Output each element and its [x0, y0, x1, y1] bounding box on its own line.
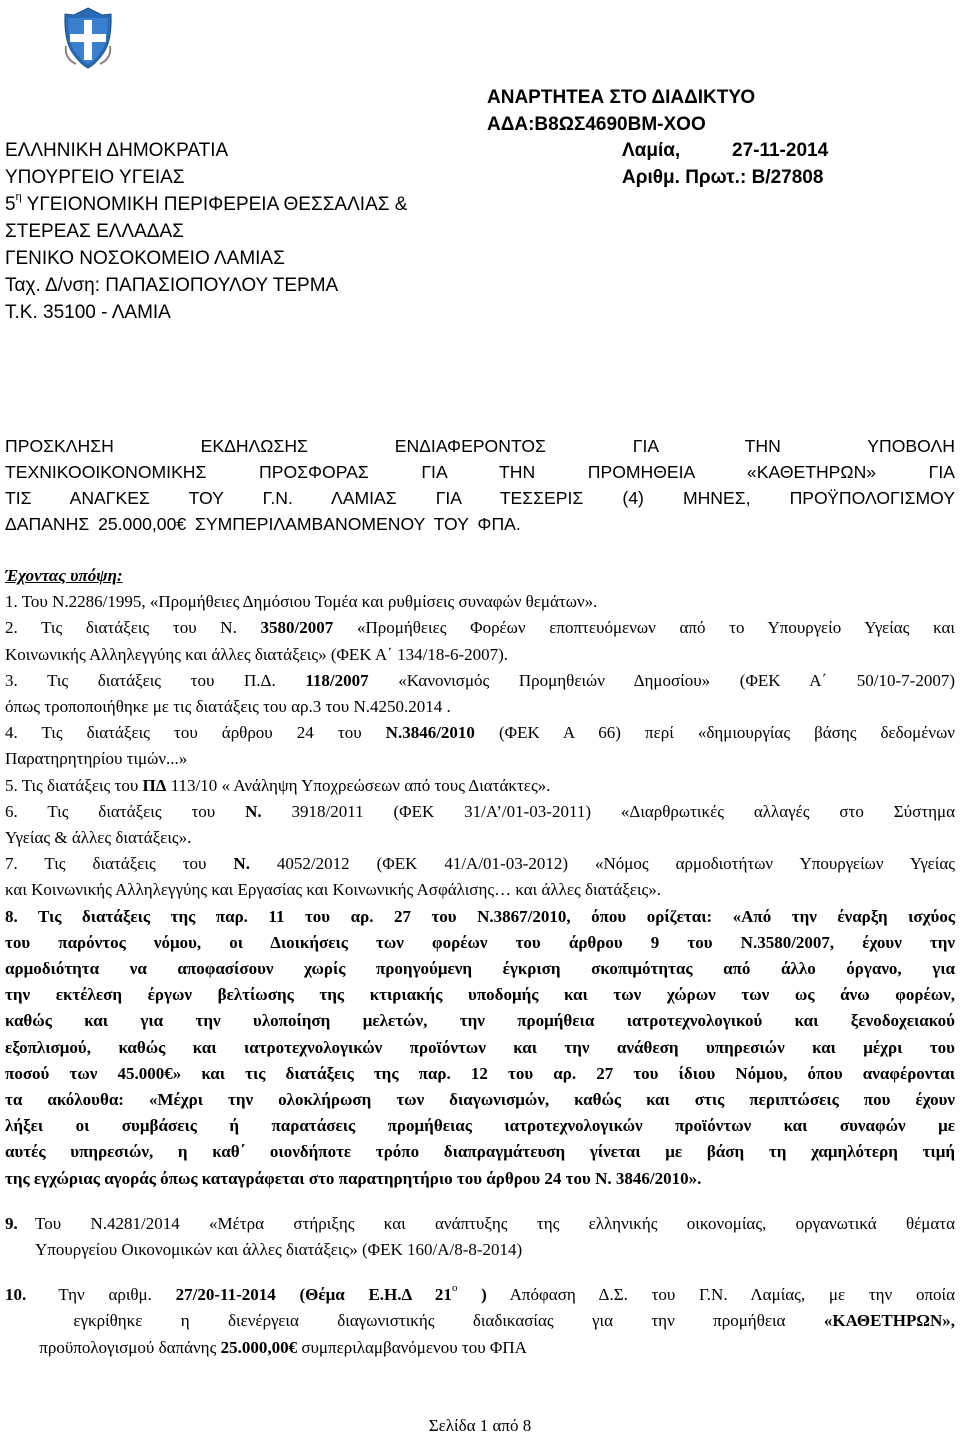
title-line: ΤΙΣ ΑΝΑΓΚΕΣ ΤΟΥ Γ.Ν. ΛΑΜΙΑΣ ΓΙΑ ΤΕΣΣΕΡΙΣ (4) ΜΗΝΕΣ, ΠΡΟΫΠΟΛΟΓΙΣΜΟΥ [5, 488, 955, 508]
page-number: Σελίδα 1 από 8 [428, 1416, 532, 1435]
publication-notice [487, 84, 755, 138]
issuer-line: Τ.Κ. 35100 - ΛΑΜΙΑ [5, 302, 171, 323]
item-10: 10. Την αριθμ. 27/20-11-2014 (Θέμα Ε.Η.Δ $21^o$ ) Απόφαση Δ.Σ. του Γ.Ν. Λαμίας, με την οποία [5, 1282, 956, 1305]
item-8: 8. Τις διατάξεις της παρ. 11 του αρ. 27 του Ν.3867/2010, όπου ορίζεται: «Από την έναρξη ισχύος του παρόντος νόμου, οι Διοικήσεις των φορέων του άρθρου 9 του Ν.3580/2007, έχουν την αρμοδιότητα να αποφασίσουν χωρίς προηγούμενη έγκριση σκοπιμότητας από άλλο όργανο, για την εκτέλεση έργων βελτίωσης της κτιριακής υποδομής και των χώρων των ως άνω φορέων, καθώς και για την υλοποίηση μελετών, την προμήθεια ιατροτεχνολογικού και ξενοδοχειακού εξοπλισμού, καθώς και ιατροτεχνολογικών προϊόντων και την ανάθεση υπηρεσιών και μέχρι του ποσού των 45.000€» και τις διατάξεις της παρ. 12 του αρ. 27 του ίδιου Νόμου, όπου αναφέρονται τα ακόλουθα: «Μέχρι την ολοκλήρωση των διαγωνισμών, καθώς και στις περιπτώσεις που έχουν λήξει οι συμβάσεις ή παρατάσεις προμήθειας ιατροτεχνολογικών προϊόντων και συναφών με αυτές υπηρεσιών, η καθ΄ οιονδήποτε τρόπο διαπραγμάτευση γίνεται με βάση τη χαμηλότερη τιμή της εγχώριας αγοράς όπως καταγράφεται στο παρατηρητήριο του άρθρου 24 του Ν. 3846/2010». [5, 906, 955, 1188]
document-title [5, 433, 955, 537]
considering-heading: Έχοντας υπόψη: [5, 566, 123, 585]
publish-online-label: ΑΝΑΡΤΗΤΕΑ ΣΤΟ ΔΙΑΔΙΚΤΥΟ [487, 87, 756, 108]
item-9: 9. Του Ν.4281/2014 «Μέτρα στήριξης και ανάπτυξης της ελληνικής οικονομίας, οργανωτικά θέματα [5, 1213, 955, 1233]
title-line: ΤΕΧΝΙΚΟΟΙΚΟΝΟΜΙΚΗΣ ΠΡΟΣΦΟΡΑΣ ΓΙΑ ΤΗΝ ΠΡΟΜΗΘΕΙΑ «ΚΑΘΕΤΗΡΩΝ» ΓΙΑ [5, 462, 955, 482]
region-number: 5 [5, 194, 16, 215]
item-6: 6. Τις διατάξεις του Ν. 3918/2011 (ΦΕΚ 31/Α’/01-03-2011) «Διαρθρωτικές αλλαγές στο Σύστημα [5, 801, 955, 821]
item-2: 2. Τις διατάξεις του Ν. 3580/2007 «Προμήθειες Φορέων εποπτευόμενων από το Υπουργείο Υγείας και [5, 618, 955, 638]
document-body [5, 563, 955, 1361]
issuer-line: ΕΛΛΗΝΙΚΗ ΔΗΜΟΚΡΑΤΙΑ [5, 140, 229, 161]
region-name: ΥΓΕΙΟΝΟΜΙΚΗ ΠΕΡΙΦΕΡΕΙΑ ΘΕΣΣΑΛΙΑΣ & [26, 194, 408, 215]
issuer-line: ΓΕΝΙΚΟ ΝΟΣΟΚΟΜΕΙΟ ΛΑΜΙΑΣ [5, 248, 285, 269]
issuer-line: ΥΠΟΥΡΓΕΙΟ ΥΓΕΙΑΣ [5, 167, 185, 188]
item-10-cont: προϋπολογισμού δαπάνης 25.000,00€ συμπεριλαμβανόμενου του ΦΠΑ [39, 1337, 527, 1357]
item-5: 5. Τις διατάξεις του ΠΔ 113/10 « Ανάληψη Υποχρεώσεων από τους Διατάκτες». [5, 775, 551, 795]
item-3-cont: όπως τροποποιήθηκε με τις διατάξεις του αρ.3 του Ν.4250.2014 . [5, 697, 451, 717]
item-7: 7. Τις διατάξεις του Ν. 4052/2012 (ΦΕΚ 41/Α/01-03-2012) «Νόμος αρμοδιοτήτων Υπουργείων Υγείας [5, 854, 955, 874]
item-7-cont: και Κοινωνικής Αλληλεγγύης και Εργασίας και Κοινωνικής Ασφάλισης… και άλλες διατάξεις». [5, 880, 661, 900]
issuer-line [5, 191, 407, 218]
item-3: 3. Τις διατάξεις του Π.Δ. 118/2007 «Κανονισμός Προμηθειών Δημοσίου» (ΦΕΚ Α΄ 50/10-7-2007) [5, 670, 955, 690]
item-9-cont: Υπουργείου Οικονομικών και άλλες διατάξεις» (ΦΕΚ 160/Α/8-8-2014) [35, 1240, 523, 1260]
item-2-cont: Κοινωνικής Αλληλεγγύης και άλλες διατάξεις» (ΦΕΚ Α΄ 134/18-6-2007). [5, 644, 509, 664]
protocol-number: Β/27808 [751, 167, 824, 188]
title-line: ΔΑΠΑΝΗΣ 25.000,00€ ΣΥΜΠΕΡΙΛΑΜΒΑΝΟΜΕΝΟΥ ΤΟΥ ΦΠΑ. [5, 514, 521, 534]
date-protocol-block [622, 137, 828, 191]
ada-code: ΑΔΑ:Β8ΩΣ4690ΒΜ-ΧΟΟ [487, 114, 706, 135]
greek-coat-of-arms-icon [62, 6, 114, 70]
issuer-line: ΣΤΕΡΕΑΣ ΕΛΛΑΔΑΣ [5, 221, 184, 242]
item-1: 1. Του Ν.2286/1995, «Προμήθειες Δημόσιου Τομέα και ρυθμίσεις συναφών θεμάτων». [5, 592, 598, 612]
issuer-line: Ταχ. Δ/νση: ΠΑΠΑΣΙΟΠΟΥΛΟΥ ΤΕΡΜΑ [5, 275, 339, 296]
title-line: ΠΡΟΣΚΛΗΣΗ ΕΚΔΗΛΩΣΗΣ ΕΝΔΙΑΦΕΡΟΝΤΟΣ ΓΙΑ ΤΗΝ ΥΠΟΒΟΛΗ [5, 436, 955, 456]
place-label: Λαμία, [622, 140, 681, 161]
region-superscript: η [15, 191, 22, 203]
item-4: 4. Τις διατάξεις του άρθρου 24 του Ν.3846/2010 (ΦΕΚ Α 66) περί «δημιουργίας βάσης δεδομένων [5, 723, 955, 743]
protocol-label: Αριθμ. Πρωτ.: [622, 167, 747, 188]
issuer-block [5, 137, 407, 326]
item-10-cont: εγκρίθηκε η διενέργεια διαγωνιστικής διαδικασίας για την προμήθεια «ΚΑΘΕΤΗΡΩΝ», [73, 1311, 955, 1331]
item-6-cont: Υγείας & άλλες διατάξεις». [5, 828, 192, 848]
document-date: 27-11-2014 [732, 140, 829, 161]
item-4-cont: Παρατηρητηρίου τιμών...» [5, 749, 188, 769]
